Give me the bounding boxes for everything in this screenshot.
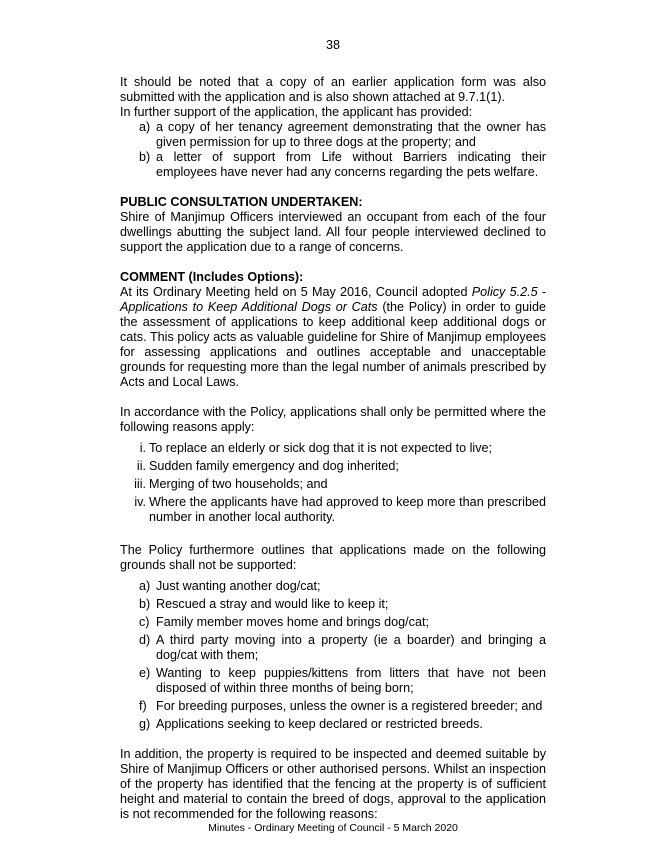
- list-item: [120, 615, 546, 630]
- list-item: [120, 717, 546, 732]
- list-marker: f): [139, 699, 147, 713]
- support-list: [120, 120, 546, 180]
- list-marker: iv.: [134, 495, 146, 509]
- comment-suffix: (the Policy) in order to guide the assessment of applications to keep additional keep additional dogs or cats. This policy acts as valuable guideline for Shire of Manjimup employees for assessing applications and outlines acceptable and unacceptable grounds for requesting more than the legal number of animals prescribed by Acts and Local Laws.: [120, 300, 546, 389]
- list-marker: g): [139, 717, 151, 731]
- list-item: [120, 666, 546, 696]
- intro-paragraph: It should be noted that a copy of an earlier application form was also submitted with the application and is also shown attached at 9.7.1(1).: [120, 75, 546, 104]
- list-item: [120, 699, 546, 714]
- closing-paragraph: In addition, the property is required to be inspected and deemed suitable by Shire of Manjimup Officers or other authorised persons. Whilst an inspection of the property has identified that the fencing at the property is of sufficient height and material to contain the breed of dogs, approval to the application is not recommended for the following reasons:: [120, 747, 546, 821]
- list-marker: iii.: [134, 477, 146, 491]
- list-item-text: Wanting to keep puppies/kittens from litters that have not been disposed of within three months of being born;: [156, 666, 546, 695]
- consultation-heading: PUBLIC CONSULTATION UNDERTAKEN:: [120, 195, 363, 209]
- policy-name: Policy 5.2.5 - Applications to Keep Additional Dogs or Cats: [120, 285, 547, 314]
- consultation-paragraph: Shire of Manjimup Officers interviewed an occupant from each of the four dwellings abutting the subject land. All four people interviewed declined to support the application due to a range of concerns.: [120, 210, 546, 254]
- not-supported-intro: The Policy furthermore outlines that applications made on the following grounds shall not be supported:: [120, 543, 546, 572]
- list-item-text: A third party moving into a property (ie a boarder) and bringing a dog/cat with them;: [156, 633, 546, 662]
- list-marker: ii.: [136, 459, 146, 473]
- list-item-text: Just wanting another dog/cat;: [156, 579, 321, 593]
- list-item-text: a copy of her tenancy agreement demonstrating that the owner has given permission for up to three dogs at the property; and: [156, 120, 546, 149]
- list-item-text: Merging of two households; and: [149, 477, 328, 491]
- list-item-text: Applications seeking to keep declared or restricted breeds.: [156, 717, 483, 731]
- document-body: [120, 75, 546, 822]
- list-item: [120, 441, 546, 456]
- list-item-text: Sudden family emergency and dog inherited;: [149, 459, 399, 473]
- list-item: [120, 459, 546, 474]
- list-marker: c): [139, 615, 150, 629]
- comment-heading: COMMENT (Includes Options):: [120, 270, 304, 284]
- list-item-text: For breeding purposes, unless the owner is a registered breeder; and: [156, 699, 543, 713]
- list-marker: a): [139, 120, 151, 134]
- list-marker: i.: [139, 441, 146, 455]
- list-marker: e): [139, 666, 151, 680]
- page-footer: Minutes - Ordinary Meeting of Council - 5 March 2020: [208, 822, 458, 834]
- list-marker: a): [139, 579, 151, 593]
- permitted-intro: In accordance with the Policy, applications shall only be permitted where the following reasons apply:: [120, 405, 546, 434]
- list-item-text: To replace an elderly or sick dog that it is not expected to live;: [149, 441, 493, 455]
- list-item: [120, 579, 546, 594]
- list-marker: b): [139, 150, 151, 164]
- list-item-text: Family member moves home and brings dog/cat;: [156, 615, 429, 629]
- list-item: [120, 150, 546, 180]
- comment-prefix: At its Ordinary Meeting held on 5 May 2016, Council adopted: [120, 285, 472, 299]
- permitted-list: [120, 441, 546, 525]
- not-supported-list: [120, 579, 546, 732]
- support-intro: In further support of the application, the applicant has provided:: [120, 105, 473, 119]
- list-marker: d): [139, 633, 151, 647]
- list-item: [120, 495, 546, 525]
- list-item: [120, 597, 546, 612]
- list-item: [120, 477, 546, 492]
- list-marker: b): [139, 597, 151, 611]
- list-item: [120, 120, 546, 150]
- list-item: [120, 633, 546, 663]
- comment-paragraph: [120, 285, 546, 390]
- list-item-text: Rescued a stray and would like to keep it;: [156, 597, 389, 611]
- list-item-text: Where the applicants have had approved to keep more than prescribed number in another local authority.: [149, 495, 546, 524]
- list-item-text: a letter of support from Life without Barriers indicating their employees have never had any concerns regarding the pets welfare.: [156, 150, 546, 179]
- page-number: 38: [325, 38, 340, 52]
